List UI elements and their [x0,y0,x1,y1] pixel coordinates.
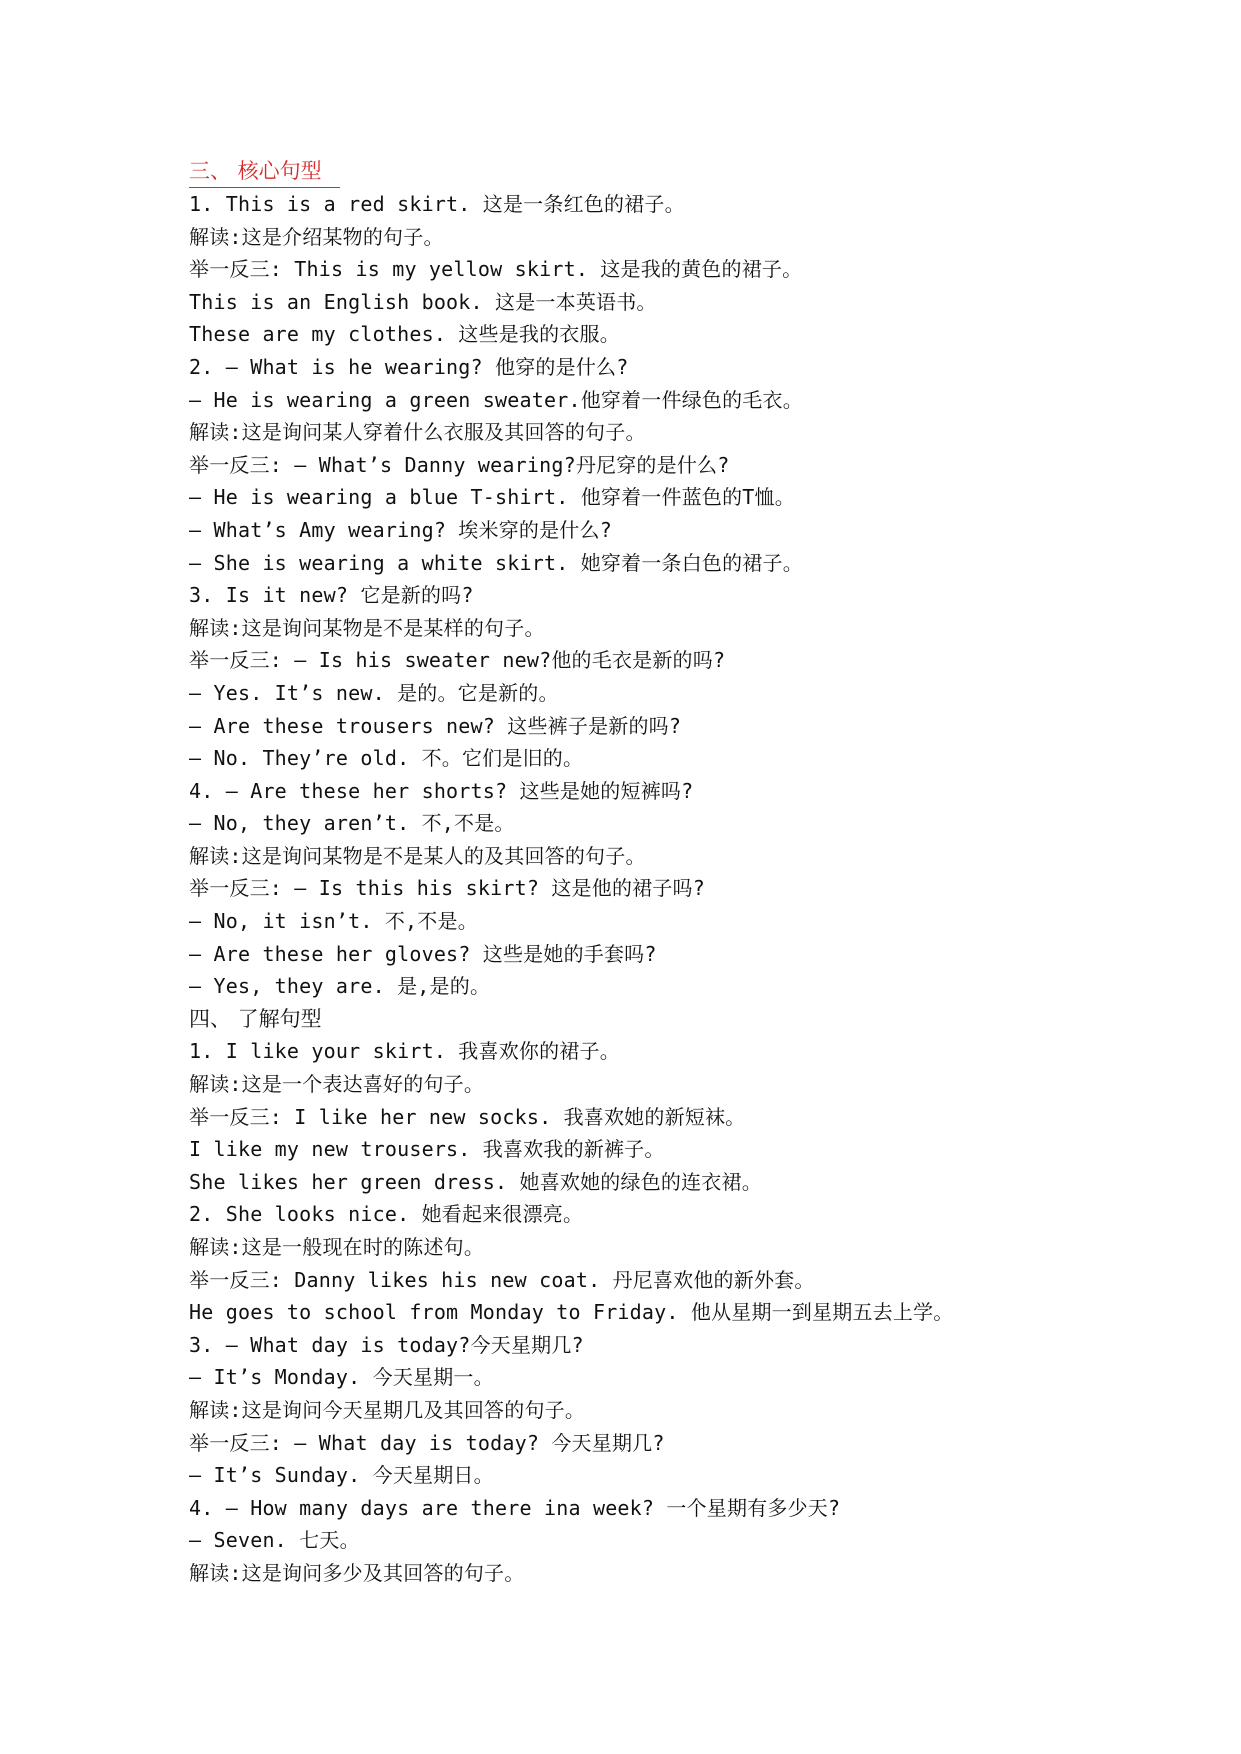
section-heading-understand-sentences: 四、 了解句型 [189,1006,322,1031]
text-line: — It’s Monday. 今天星期一。 [189,1365,494,1390]
text-line: 举一反三: — Is this his skirt? 这是他的裙子吗? [189,876,705,901]
text-line: — Are these trousers new? 这些裤子是新的吗? [189,713,682,738]
text-line: 解读:这是一个表达喜好的句子。 [189,1072,485,1097]
text-line: These are my clothes. 这些是我的衣服。 [189,322,620,347]
text-line: 解读:这是介绍某物的句子。 [189,224,444,249]
text-line: 解读:这是询问某物是不是某样的句子。 [189,615,545,640]
text-line: — She is wearing a white skirt. 她穿着一条白色的裙子。 [189,550,803,575]
text-line: 解读:这是一般现在时的陈述句。 [189,1235,485,1259]
text-line: 2. — What is he wearing? 他穿的是什么? [189,354,629,379]
text-line: 4. — Are these her shorts? 这些是她的短裤吗? [189,778,694,803]
text-line: 1. I like your skirt. 我喜欢你的裙子。 [189,1039,620,1064]
text-line: 举一反三: Danny likes his new coat. 丹尼喜欢他的新外套。 [189,1267,815,1292]
text-line: 2. She looks nice. 她看起来很漂亮。 [189,1202,584,1227]
text-line: 举一反三: This is my yellow skirt. 这是我的黄色的裙子。 [189,257,803,282]
text-line: 举一反三: I like her new socks. 我喜欢她的新短袜。 [189,1104,746,1129]
section-heading-core-sentences: 三、 核心句型 [189,155,340,188]
text-line: This is an English book. 这是一本英语书。 [189,289,657,314]
text-line: 1. This is a red skirt. 这是一条红色的裙子。 [189,192,685,216]
text-line: 举一反三: — What day is today? 今天星期几? [189,1430,665,1455]
text-line: 4. — How many days are there ina week? 一个星期有多少天? [189,1495,841,1520]
text-line: 3. — What day is today?今天星期几? [189,1332,584,1357]
text-line: — He is wearing a green sweater.他穿着一件绿色的毛衣。 [189,387,803,412]
text-line: She likes her green dress. 她喜欢她的绿色的连衣裙。 [189,1169,762,1194]
text-line: 解读:这是询问某人穿着什么衣服及其回答的句子。 [189,420,646,445]
text-line: — Yes, they are. 是,是的。 [189,974,491,999]
text-line: — No. They’re old. 不。它们是旧的。 [189,746,584,771]
text-line: 解读:这是询问今天星期几及其回答的句子。 [189,1397,586,1422]
section-core-sentences [189,188,1189,1003]
text-line: — No, they aren’t. 不,不是。 [189,811,515,836]
text-line: He goes to school from Monday to Friday. 他从星期一到星期五去上学。 [189,1300,954,1325]
text-line: 举一反三: — What’s Danny wearing?丹尼穿的是什么? [189,452,730,477]
text-line: — It’s Sunday. 今天星期日。 [189,1463,494,1488]
text-line: — No, it isn’t. 不,不是。 [189,909,478,934]
text-line: 解读:这是询问多少及其回答的句子。 [189,1560,525,1585]
text-line: — He is wearing a blue T-shirt. 他穿着一件蓝色的T恤。 [189,485,795,510]
document-page [189,155,1189,1590]
text-line: 3. Is it new? 它是新的吗? [189,583,474,608]
text-line: 解读:这是询问某物是不是某人的及其回答的句子。 [189,843,646,868]
text-line: — Yes. It’s new. 是的。它是新的。 [189,680,559,705]
text-line: — What’s Amy wearing? 埃米穿的是什么? [189,517,612,542]
text-line: — Are these her gloves? 这些是她的手套吗? [189,941,657,966]
text-line: — Seven. 七天。 [189,1528,360,1553]
text-line: I like my new trousers. 我喜欢我的新裤子。 [189,1137,665,1162]
section-understand-sentences [189,1035,1189,1589]
text-line: 举一反三: — Is his sweater new?他的毛衣是新的吗? [189,648,726,673]
